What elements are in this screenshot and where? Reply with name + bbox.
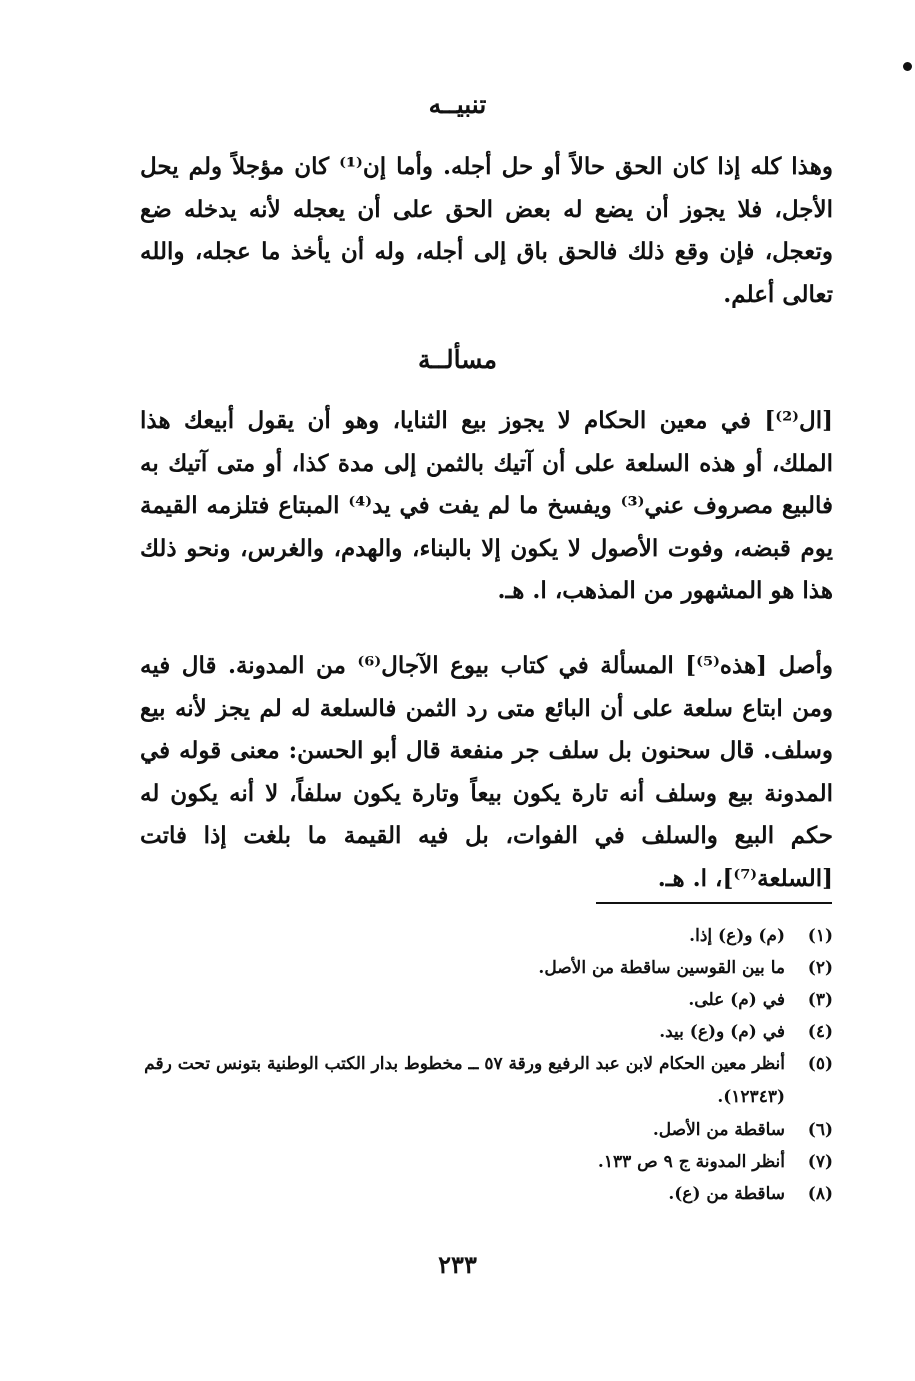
- scan-speck: [903, 62, 912, 71]
- footnote-number: (٤): [807, 1022, 833, 1042]
- footnote-5: [140, 1048, 833, 1114]
- footnote-text: في (م) على.: [688, 990, 785, 1010]
- footnote-3: [140, 984, 833, 1016]
- footnote-text: أنظر معين الحكام لابن عبد الرفيع ورقة ٥٧ ــ مخطوط بدار الكتب الوطنية بتونس تحت رقم (١٢٣٤٣).: [144, 1054, 785, 1107]
- footnote-number: (١): [807, 926, 833, 946]
- footnote-text: ساقطة من (ع).: [668, 1184, 785, 1204]
- footnote-separator: [596, 902, 832, 904]
- paragraph-masala: [ال⁽²⁾] في معين الحكام لا يجوز بيع الثنايا، وهو أن يقول أبيعك هذا الملك، أو هذه السلعة على أن آتيك بالثمن إلى مدة كذا، أو متى آتيك به فالبيع مصروف عني⁽³⁾ ويفسخ ما لم يفت في يد⁽⁴⁾ المبتاع فتلزمه القيمة يوم قبضه، وفوت الأصول لا يكون إلا بالبناء، والهدم، والغرس، ونحو ذلك هذا هو المشهور من المذهب، ا. هـ.: [140, 407, 833, 604]
- footnote-text: (م) و(ع) إذا.: [689, 926, 785, 946]
- footnote-7: [140, 1146, 833, 1178]
- footnote-text: ساقطة من الأصل.: [652, 1120, 785, 1140]
- footnote-number: (٣): [807, 990, 833, 1010]
- footnote-2: [140, 952, 833, 984]
- footnotes: [140, 920, 833, 1210]
- footnote-number: (٨): [807, 1184, 833, 1204]
- heading-masala: مسألــة: [418, 345, 497, 374]
- footnote-text: في (م) و(ع) بيد.: [659, 1022, 785, 1042]
- footnote-number: (٦): [807, 1120, 833, 1140]
- paragraph-tanbih: وهذا كله إذا كان الحق حالاً أو حل أجله. وأما إن⁽¹⁾ كان مؤجلاً ولم يحل الأجل، فلا يجوز أن يضع له بعض الحق على أن يعجله لأنه يدخله ضع وتعجل، فإن وقع ذلك فالحق باق إلى أجله، وله أن يأخذ ما عجله، والله تعالى أعلم.: [140, 153, 833, 308]
- footnote-number: (٢): [807, 958, 833, 978]
- page-number: ٢٣٣: [438, 1250, 477, 1279]
- footnote-text: أنظر المدونة ج ٩ ص ١٣٣.: [597, 1152, 785, 1172]
- footnote-8: [140, 1178, 833, 1210]
- footnote-6: [140, 1114, 833, 1146]
- footnote-4: [140, 1016, 833, 1048]
- paragraph-asl: وأصل [هذه⁽⁵⁾] المسألة في كتاب بيوع الآجال⁽⁶⁾ من المدونة. قال فيه ومن ابتاع سلعة على أن البائع متى رد الثمن فالسلعة له لم يجز لأنه بيع وسلف. قال سحنون بل سلف جر منفعة قال أبو الحسن: معنى قوله في المدونة بيع وسلف أنه تارة يكون بيعاً وتارة يكون سلفاً، لا أنه يكون له حكم البيع والسلف في الفوات، بل فيه القيمة ما بلغت إذا فاتت [السلعة⁽⁷⁾]، ا. هـ.: [140, 652, 833, 892]
- footnote-text: ما بين القوسين ساقطة من الأصل.: [538, 958, 785, 978]
- heading-tanbih: تنبيــه: [428, 90, 487, 119]
- footnote-number: (٧): [807, 1152, 833, 1172]
- footnote-1: [140, 920, 833, 952]
- footnote-number: (٥): [807, 1054, 833, 1074]
